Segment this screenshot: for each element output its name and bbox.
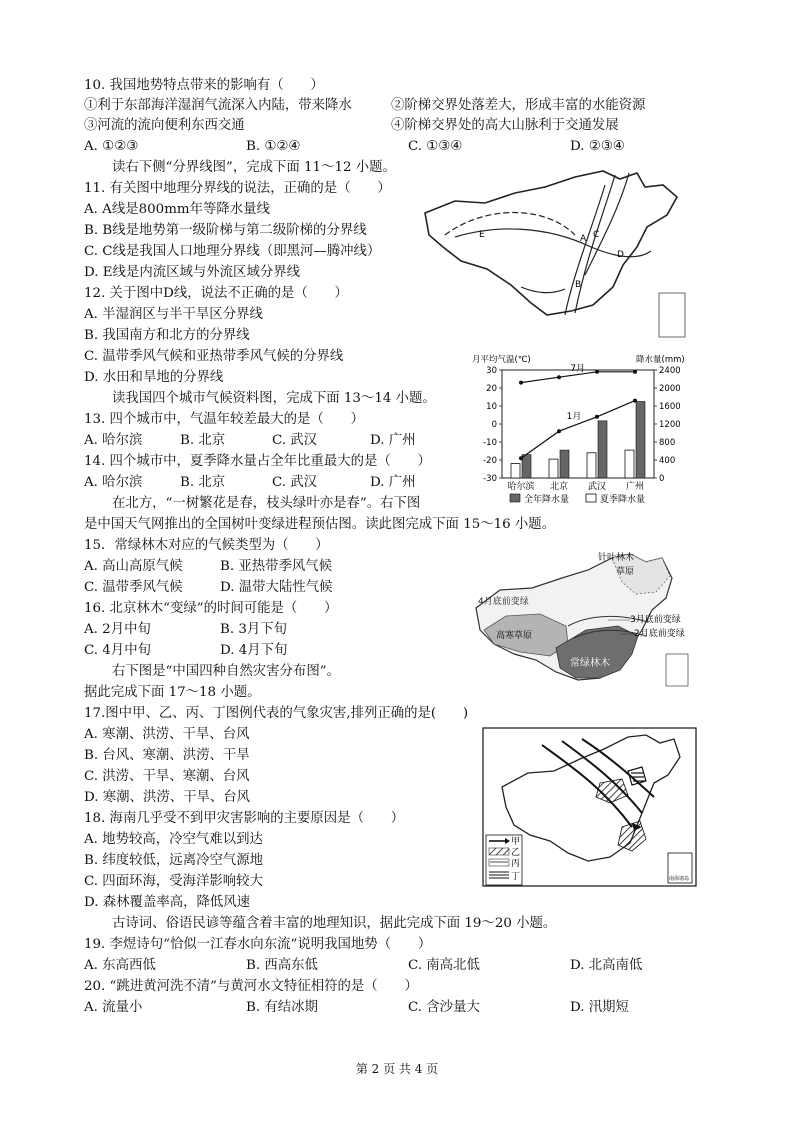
january-temp-point [519,456,523,460]
left-tick-label: -30 [483,474,497,484]
legend-label-bing: 丙 [511,859,521,869]
text-line: A. A线是800mm年等降水量线 [84,202,270,217]
july-temp-point [519,381,523,385]
climate-chart [470,350,692,512]
text-line: A. 地势较高，冷空气难以到达 [84,832,263,847]
january-temp-point [595,415,599,419]
text-line: C. 四面环海，受海洋影响较大 [84,874,263,889]
left-tick-label: 0 [491,420,497,430]
text-line: 19. 李煜诗句“恰似一江春水向东流”说明我国地势（ ） [84,937,432,952]
category-label: 哈尔滨 [507,482,535,492]
label-b: B [575,280,582,290]
text-line: D. 广州 [370,475,416,490]
text-line: 据此完成下面 17～18 小题。 [84,685,261,700]
text-line: A. 流量小 [84,1000,143,1015]
china-outline [425,171,677,315]
south-china-sea-inset [659,293,685,337]
text-line: D. 温带大陆性气候 [220,580,333,595]
south-china-sea-inset [666,654,688,686]
left-tick-label: 30 [486,366,497,376]
bar-summer-precip [625,450,634,478]
right-tick-label: 2000 [659,384,681,394]
text-line: C. 含沙量大 [408,1000,480,1015]
legend-swatch-annual [510,494,520,502]
label-alpine-grassland: 高寒草原 [496,631,533,641]
bar-annual-precip [598,421,607,478]
boundary-line-lower [521,287,565,293]
text-line: A. 半湿润区与半干旱区分界线 [84,307,263,322]
label-march: 3月底前变绿 [630,615,681,625]
bar-annual-precip [522,455,531,478]
chart-left-axis-title: 月平均气温(℃) [472,355,531,365]
text-line: C. ①③④ [408,139,463,154]
boundary-line-e [445,213,575,236]
legend-swatch-summer [586,494,596,502]
text-line: D. 森林覆盖率高，降低风速 [84,895,251,910]
text-line: 在北方，“一树繁花是春，枝头绿叶亦是春”。右下图 [112,496,421,511]
label-c: C [593,230,600,240]
left-tick-label: -20 [483,456,497,466]
text-line: A. 寒潮、洪涝、干旱、台风 [84,727,250,742]
boundary-lines-map [415,165,687,345]
legend-label-yi: 乙 [511,848,521,858]
january-temp-point [557,429,561,433]
text-line: A. 哈尔滨 [84,433,143,448]
legend-symbol-bing [489,859,509,866]
left-tick-label: 10 [486,402,497,412]
text-line: D. 广州 [370,433,416,448]
text-line: 右下图是“中国四种自然灾害分布图”。 [112,664,340,679]
text-line: ④阶梯交界处的高大山脉利于交通发展 [391,118,619,133]
text-line: B. 我国南方和北方的分界线 [84,328,250,343]
text-line: ①利于东部海洋湿润气流深入内陆，带来降水 [84,98,352,113]
text-line: 14. 四个城市中，夏季降水量占全年比重最大的是（ ） [84,454,431,469]
text-line: B. 台风、寒潮、洪涝、干旱 [84,748,250,763]
text-line: 11. 有关图中地理分界线的说法，正确的是（ ） [84,181,391,196]
july-temp-point [557,375,561,379]
text-line: A. 2月中旬 [84,622,151,637]
text-line: B. 北京 [180,433,226,448]
inset-label: 南海诸岛 [669,876,690,882]
label-e: E [479,230,485,240]
text-line: D. E线是内流区域与外流区域分界线 [84,265,301,280]
text-line: 读我国四个城市气候资料图，完成下面 13～14 小题。 [112,391,436,406]
text-line: A. ①②③ [84,139,139,154]
label-evergreen: 常绿林木 [570,658,610,669]
text-line: D. ②③④ [570,139,625,154]
text-line: D. 水田和旱地的分界线 [84,370,224,385]
legend-symbol-yi [489,848,509,855]
text-line: ③河流的流向便利东西交通 [84,118,245,133]
text-line: D. 北高南低 [570,958,643,973]
text-line: D. 寒潮、洪涝、干旱、台风 [84,790,251,805]
chart-right-axis-title: 降水量(mm) [636,355,685,365]
text-line: 是中国天气网推出的全国树叶变绿进程预估图。读此图完成下面 15～16 小题。 [84,517,556,532]
text-line: 15．常绿林木对应的气候类型为（ ） [84,538,329,553]
text-line: C. 温带季风气候 [84,580,183,595]
text-line: ②阶梯交界处落差大，形成丰富的水能资源 [391,98,646,113]
boundary-line-c [575,175,615,313]
july-label: 7月 [570,364,586,375]
text-line: B. 纬度较低，远离冷空气源地 [84,853,264,868]
category-label: 武汉 [587,482,607,492]
text-line: C. 南高北低 [408,958,480,973]
text-line: D. 汛期短 [570,1000,629,1015]
text-line: B. 西高东低 [246,958,318,973]
text-line: A. 东高西低 [84,958,156,973]
text-line: B. 有结冰期 [246,1000,318,1015]
text-line: C. C线是我国人口地理分界线（即黑河—腾冲线） [84,244,381,259]
january-label: 1月 [566,412,582,423]
text-line: 古诗词、俗语民谚等蕴含着丰富的地理知识，据此完成下面 19～20 小题。 [112,916,557,931]
legend-label-ding: 丁 [511,872,521,882]
text-line: B. 北京 [180,475,226,490]
july-temp-point [633,370,637,374]
text-line: B. 亚热带季风气候 [220,559,333,574]
label-april: 4月底前变绿 [478,597,529,607]
category-label: 北京 [549,482,569,492]
label-grassland: 草原 [616,567,635,577]
text-line: 12. 关于图中D线，说法不正确的是（ ） [84,286,348,301]
text-line: 13. 四个城市中，气温年较差最大的是（ ） [84,412,364,427]
right-tick-label: 800 [659,438,676,448]
text-line: 17.图中甲、乙、丙、丁图例代表的气象灾害,排列正确的是( ) [84,706,469,721]
text-line: 读右下侧“分界线图”，完成下面 11～12 小题。 [112,160,396,175]
text-line: 18. 海南几乎受不到甲灾害影响的主要原因是（ ） [84,811,405,826]
label-february: 2月底前变绿 [634,629,685,639]
text-line: D. 4月下旬 [220,643,288,658]
legend-label-jia: 甲 [511,837,521,847]
right-tick-label: 1200 [659,420,681,430]
text-line: 20. “跳进黄河洗不清”与黄河水文特征相符的是（ ） [84,979,418,994]
text-line: C. 温带季风气候和亚热带季风气候的分界线 [84,349,344,364]
text-line: C. 洪涝、干旱、寒潮、台风 [84,769,250,784]
july-temp-point [595,370,599,374]
text-line: A. 高山高原气候 [84,559,183,574]
page-footer: 第 2 页 共 4 页 [355,1062,439,1076]
bar-annual-precip [636,402,645,479]
right-tick-label: 0 [659,474,665,484]
text-line: C. 武汉 [272,433,318,448]
label-coniferous: 针叶林木 [598,553,635,563]
leaf-greenup-map [470,548,695,690]
text-line: B. B线是地势第一级阶梯与第二级阶梯的分界线 [84,223,367,238]
text-line: 10. 我国地势特点带来的影响有（ ） [84,78,324,93]
text-line: B. 3月下旬 [220,622,288,637]
january-temp-point [633,399,637,403]
legend-label-annual: 全年降水量 [524,495,570,505]
bar-summer-precip [587,453,596,478]
left-tick-label: 20 [486,384,497,394]
text-line: 16. 北京林木“变绿”的时间可能是（ ） [84,601,338,616]
right-tick-label: 400 [659,456,676,466]
legend-label-summer: 夏季降水量 [600,495,646,505]
bar-summer-precip [549,459,558,478]
text-line: A. 哈尔滨 [84,475,143,490]
text-line: B. ①②④ [246,139,301,154]
label-d: D [617,250,624,260]
category-label: 广州 [625,482,645,492]
label-a: A [580,234,587,244]
january-temp-line [521,401,635,459]
text-line: C. 4月中旬 [84,643,151,658]
right-tick-label: 2400 [659,366,681,376]
text-line: C. 武汉 [272,475,318,490]
bar-summer-precip [511,464,520,478]
bar-annual-precip [560,450,569,478]
natural-disaster-map [482,727,697,887]
right-tick-label: 1600 [659,402,681,412]
left-tick-label: -10 [483,438,497,448]
